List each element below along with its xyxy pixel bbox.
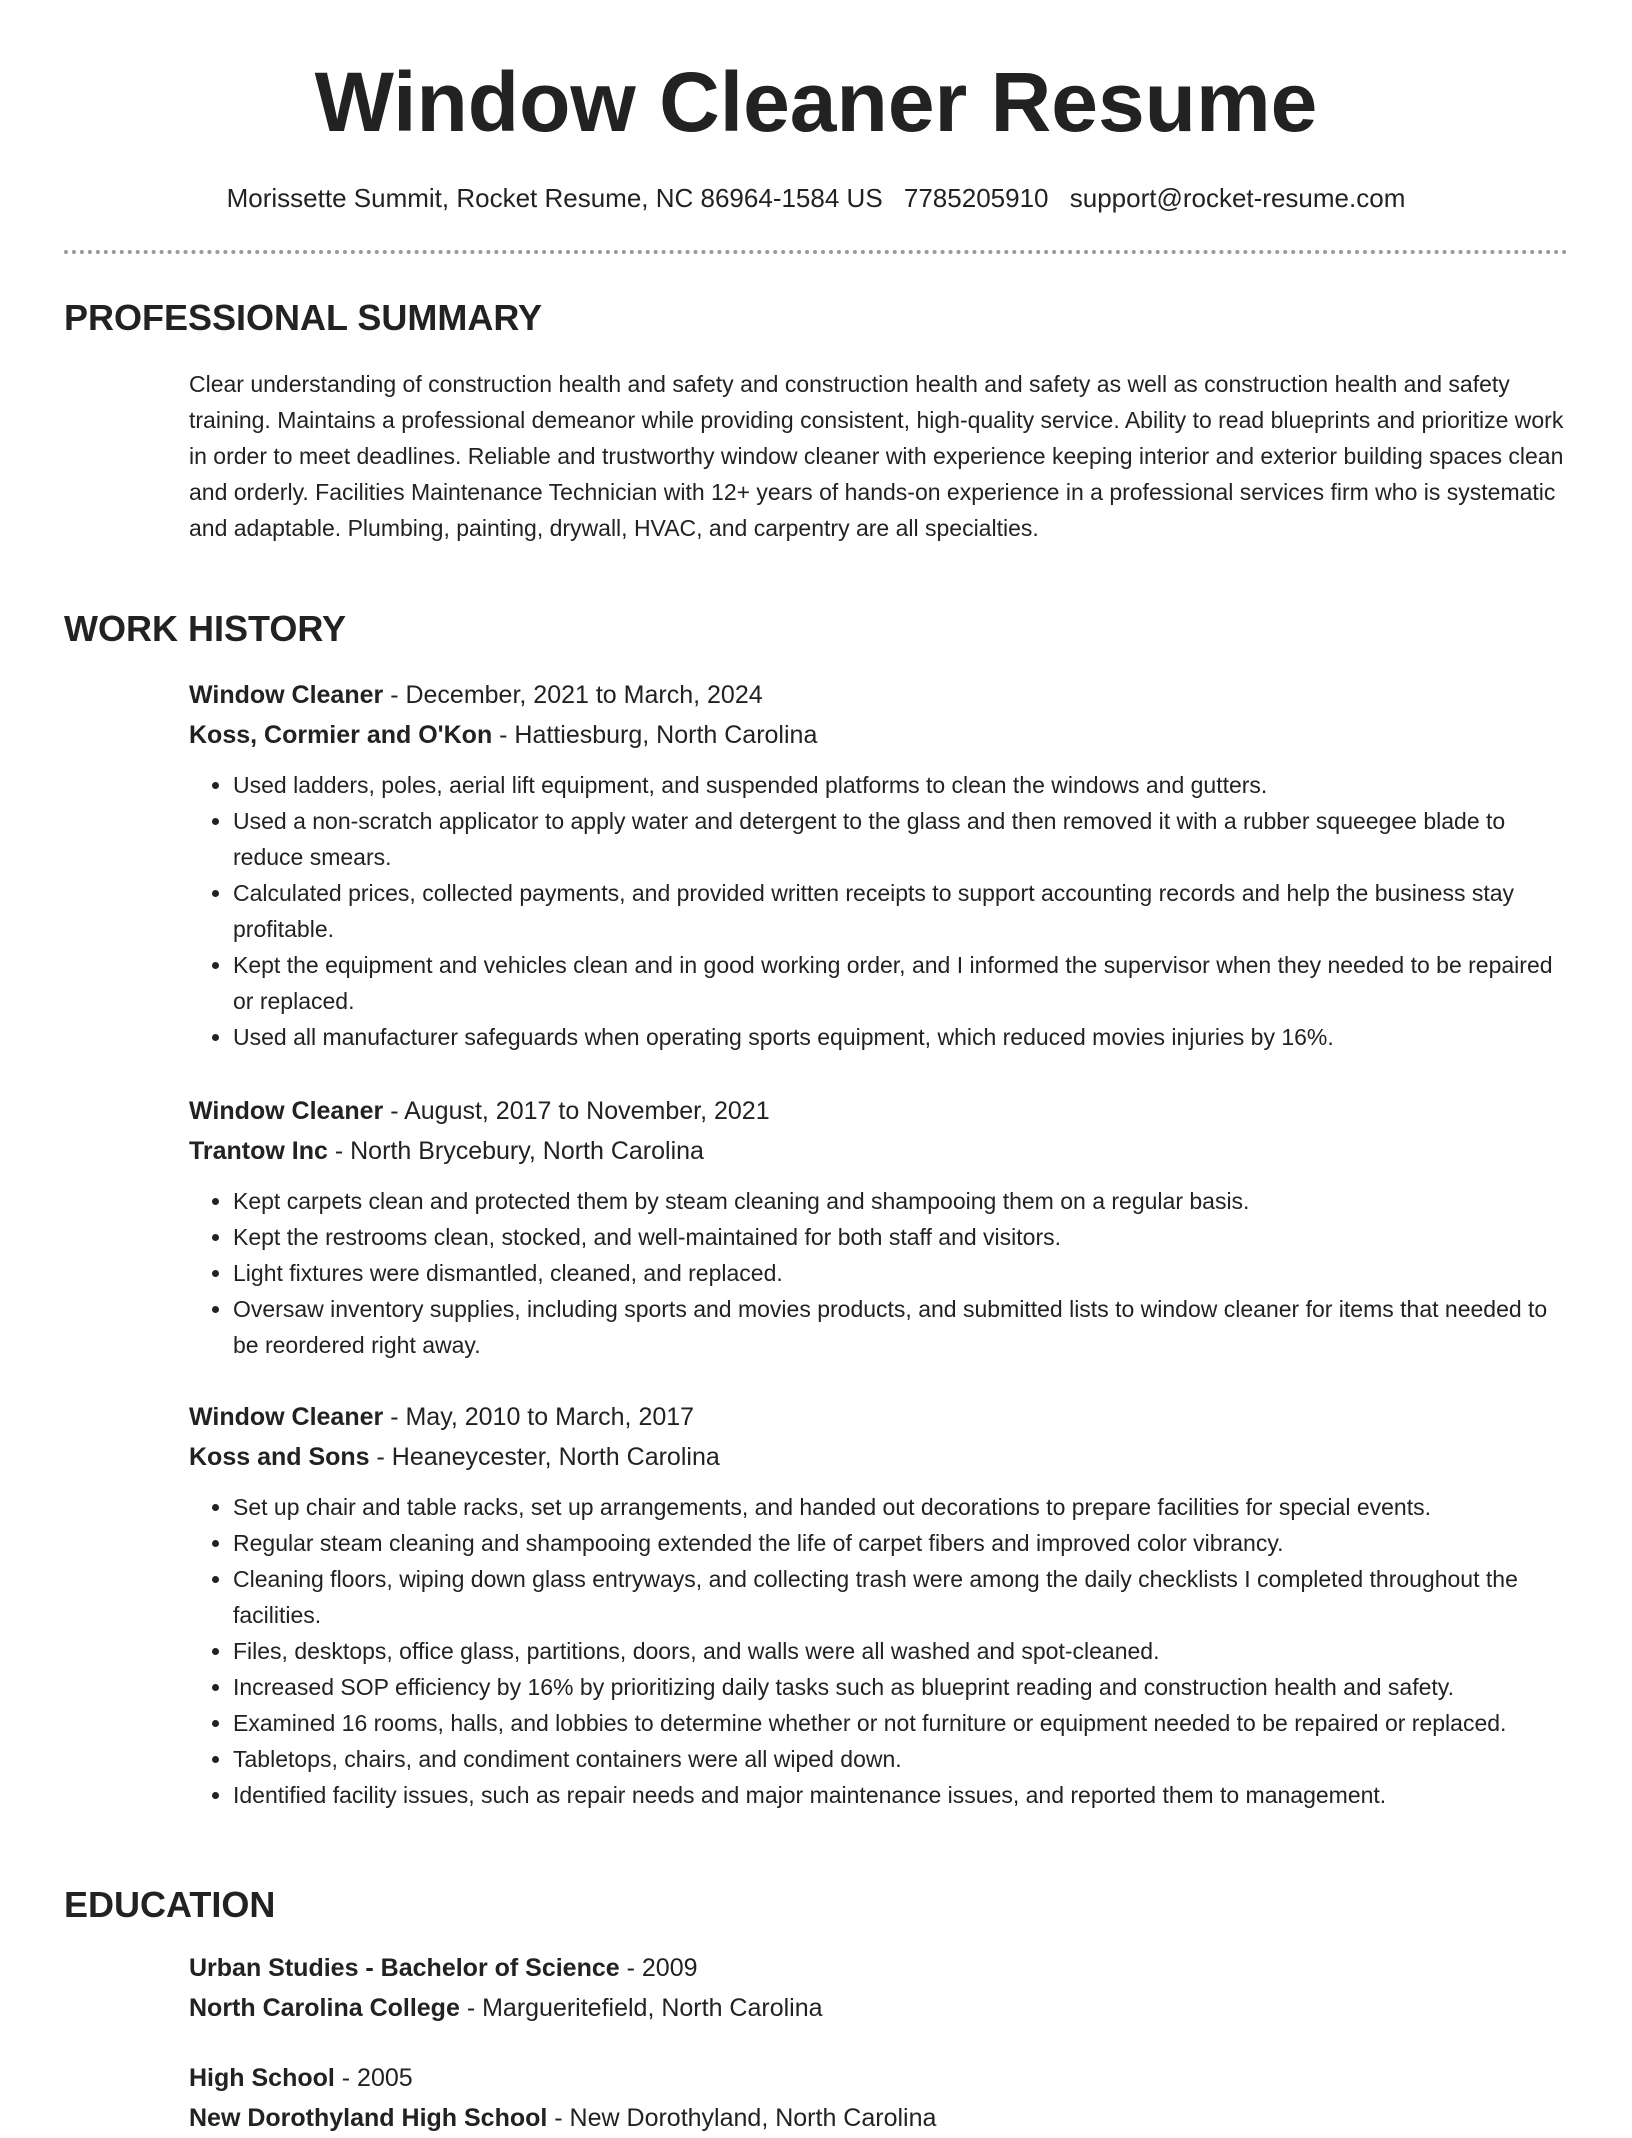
job-role: Window Cleaner	[189, 1097, 384, 1125]
list-item: • Identified facility issues, such as repair needs and major maintenance issues, and reported them to management.	[233, 1777, 1569, 1813]
job-company-line	[189, 1437, 1569, 1477]
education-entry	[189, 2058, 1569, 2138]
list-item: • Increased SOP efficiency by 16% by prioritizing daily tasks such as blueprint reading and construction health and safety.	[233, 1669, 1569, 1705]
summary-text: Clear understanding of construction health and safety and construction health and safety as well as construction health and safety training. Maintains a professional demeanor while providing consistent, high-quality service. Ability to read blueprints and prioritize work in order to meet deadlines. Reliable and trustworthy window cleaner with experience keeping interior and exterior building spaces clean and orderly. Facilities Maintenance Technician with 12+ years of hands-on experience in a professional services firm who is systematic and adaptable. Plumbing, painting, drywall, HVAC, and carpentry are all specialties.	[189, 371, 1564, 541]
contact-line	[0, 180, 1632, 216]
education-location: - Margueritefield, North Carolina	[459, 1994, 823, 2022]
list-item: • Cleaning floors, wiping down glass entryways, and collecting trash were among the daily checklists I completed throughout the facilities.	[233, 1561, 1569, 1633]
list-item: • Oversaw inventory supplies, including sports and movies products, and submitted lists to window cleaner for items that needed to be reordered right away.	[233, 1291, 1569, 1363]
job-company: Trantow Inc	[189, 1137, 328, 1165]
contact-phone: 7785205910	[903, 183, 1049, 213]
list-item: • Kept the restrooms clean, stocked, and well-maintained for both staff and visitors.	[233, 1219, 1569, 1255]
job-location: - Hattiesburg, North Carolina	[492, 721, 818, 749]
list-item: • Calculated prices, collected payments, and provided written receipts to support accounting records and help the business stay profitable.	[233, 875, 1569, 947]
education-degree: High School	[189, 2064, 335, 2092]
education-degree-line	[189, 2058, 1569, 2098]
education-degree-line	[189, 1948, 1569, 1988]
education-school: New Dorothyland High School	[189, 2104, 548, 2132]
education-location: - New Dorothyland, North Carolina	[547, 2104, 937, 2132]
job-location: - Heaneycester, North Carolina	[369, 1443, 720, 1471]
education-entry	[189, 1948, 1569, 2028]
job-bullets	[189, 767, 1569, 1055]
page-title: Window Cleaner Resume	[314, 55, 1318, 149]
job-title-line	[189, 1091, 1569, 1131]
section-title-work-history: WORK HISTORY	[64, 608, 347, 649]
education-school-line	[189, 1988, 1569, 2028]
job-location: - North Brycebury, North Carolina	[327, 1137, 704, 1165]
job-entry	[189, 1091, 1569, 1363]
list-item: • Tabletops, chairs, and condiment containers were all wiped down.	[233, 1741, 1569, 1777]
contact-address: Morissette Summit, Rocket Resume, NC 86964-1584 US	[226, 183, 883, 213]
list-item: • Kept the equipment and vehicles clean and in good working order, and I informed the supervisor when they needed to be repaired or replaced.	[233, 947, 1569, 1019]
education-school-line	[189, 2098, 1569, 2138]
list-item: • Used all manufacturer safeguards when operating sports equipment, which reduced movies injuries by 16%.	[233, 1019, 1569, 1055]
job-company-line	[189, 1131, 1569, 1171]
job-title-line	[189, 675, 1569, 715]
job-dates: - December, 2021 to March, 2024	[383, 681, 763, 709]
education-school: North Carolina College	[189, 1994, 460, 2022]
job-company-line	[189, 715, 1569, 755]
job-entry	[189, 1397, 1569, 1813]
job-entry	[189, 675, 1569, 1055]
job-title-line	[189, 1397, 1569, 1437]
job-bullets	[189, 1489, 1569, 1813]
job-role: Window Cleaner	[189, 681, 384, 709]
job-company: Koss and Sons	[189, 1443, 370, 1471]
list-item: • Set up chair and table racks, set up arrangements, and handed out decorations to prepare facilities for special events.	[233, 1489, 1569, 1525]
job-role: Window Cleaner	[189, 1403, 384, 1431]
header-divider	[64, 250, 1568, 254]
education-year: - 2009	[619, 1954, 698, 1982]
list-item: • Light fixtures were dismantled, cleaned, and replaced.	[233, 1255, 1569, 1291]
list-item: • Kept carpets clean and protected them by steam cleaning and shampooing them on a regular basis.	[233, 1183, 1569, 1219]
job-dates: - May, 2010 to March, 2017	[383, 1403, 695, 1431]
education-degree: Urban Studies - Bachelor of Science	[189, 1954, 620, 1982]
job-dates: - August, 2017 to November, 2021	[383, 1097, 770, 1125]
section-title-education: EDUCATION	[64, 1884, 276, 1925]
list-item: • Regular steam cleaning and shampooing extended the life of carpet fibers and improved color vibrancy.	[233, 1525, 1569, 1561]
contact-email: support@rocket-resume.com	[1069, 183, 1406, 213]
list-item: • Examined 16 rooms, halls, and lobbies to determine whether or not furniture or equipment needed to be repaired or replaced.	[233, 1705, 1569, 1741]
list-item: • Files, desktops, office glass, partitions, doors, and walls were all washed and spot-cleaned.	[233, 1633, 1569, 1669]
job-bullets	[189, 1183, 1569, 1363]
list-item: • Used a non-scratch applicator to apply water and detergent to the glass and then removed it with a rubber squeegee blade to reduce smears.	[233, 803, 1569, 875]
job-company: Koss, Cormier and O'Kon	[189, 721, 493, 749]
education-year: - 2005	[334, 2064, 413, 2092]
section-title-summary: PROFESSIONAL SUMMARY	[64, 297, 543, 338]
list-item: • Used ladders, poles, aerial lift equipment, and suspended platforms to clean the windows and gutters.	[233, 767, 1569, 803]
